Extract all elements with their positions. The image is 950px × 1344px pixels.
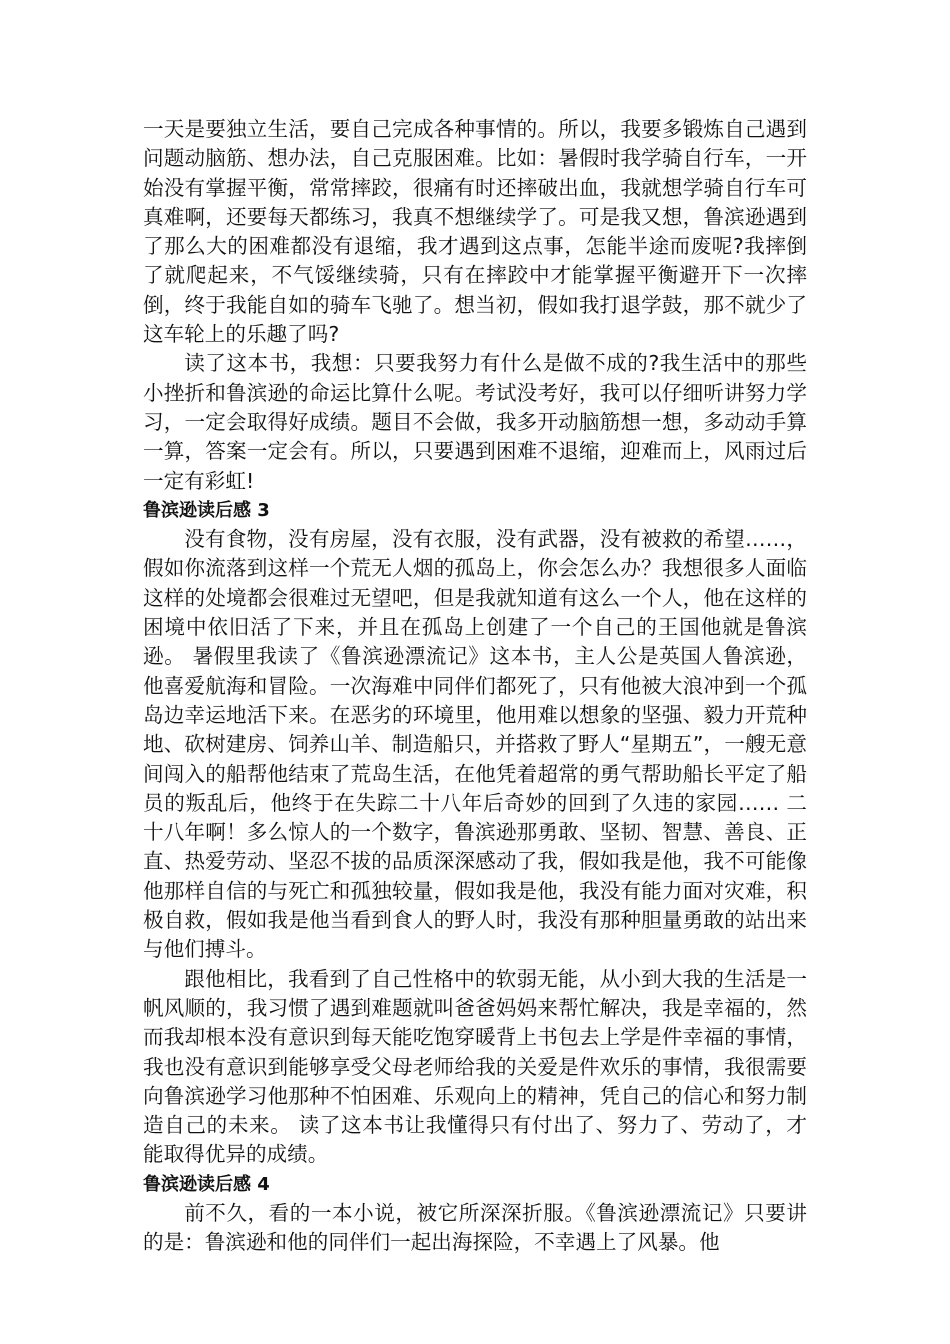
paragraph-reflection: 读了这本书，我想：只要我努力有什么是做不成的?我生活中的那些小挫折和鲁滨逊的命运比算什么呢。考试没考好，我可以仔细听讲努力学习，一定会取得好成绩。题目不会做，我多开动脑筋想一想，多动动手算一算，答案一定会有。所以，只要遇到困难不退缩，迎难而上，风雨过后一定有彩虹! <box>143 351 807 493</box>
paragraph-novel-intro: 前不久，看的一本小说，被它所深深折服。《鲁滨逊漂流记》只要讲的是：鲁滨逊和他的同伴们一起出海探险，不幸遇上了风暴。他 <box>143 1200 807 1255</box>
paragraph-island-story: 没有食物，没有房屋，没有衣服，没有武器，没有被救的希望……，假如你流落到这样一个荒无人烟的孤岛上，你会怎么办？我想很多人面临这样的处境都会很难过无望吧，但是我就知道有这么一个人，他在这样的困境中依旧活了下来，并且在孤岛上创建了一个自己的王国他就是鲁滨逊。 暑假里我读了《鲁滨逊漂流记》这本书，主人公是英国人鲁滨逊，他喜爱航海和冒险。一次海难中同伴们都死了，只有他被大浪冲到一个孤岛边幸运地活下来。在恶劣的环境里，他用难以想象的坚强、毅力开荒种地、砍树建房、饲养山羊、制造船只，并搭救了野人“星期五”，一艘无意间闯入的船帮他结束了荒岛生活，在他凭着超常的勇气帮助船长平定了船员的叛乱后，他终于在失踪二十八年后奇妙的回到了久违的家园…… 二十八年啊！多么惊人的一个数字，鲁滨逊那勇敢、坚韧、智慧、善良、正直、热爱劳动、坚忍不拔的品质深深感动了我，假如我是他，我不可能像他那样自信的与死亡和孤独较量，假如我是他，我没有能力面对灾难，积极自救，假如我是他当看到食人的野人时，我没有那种胆量勇敢的站出来与他们搏斗。 <box>143 527 807 962</box>
section-heading-3: 鲁滨逊读后感 3 <box>143 499 270 521</box>
paragraph-comparison: 跟他相比，我看到了自己性格中的软弱无能，从小到大我的生活是一帆风顺的，我习惯了遇到难题就叫爸爸妈妈来帮忙解决，我是幸福的，然而我却根本没有意识到每天能吃饱穿暖背上书包去上学是件幸福的事情，我也没有意识到能够享受父母老师给我的关爱是件欢乐的事情，我很需要向鲁滨逊学习他那种不怕困难、乐观向上的精神，凭自己的信心和努力制造自己的未来。 读了这本书让我懂得只有付出了、努力了、劳动了，才能取得优异的成绩。 <box>143 966 807 1167</box>
paragraph-cycling-story: 一天是要独立生活，要自己完成各种事情的。所以，我要多锻炼自己遇到问题动脑筋、想办法，自己克服困难。比如：暑假时我学骑自行车，一开始没有掌握平衡，常常摔跤，很痛有时还摔破出血，我就想学骑自行车可真难啊，还要每天都练习，我真不想继续学了。可是我又想，鲁滨逊遇到了那么大的困难都没有退缩，我才遇到这点事，怎能半途而废呢?我摔倒了就爬起来，不气馁继续骑，只有在摔跤中才能掌握平衡避开下一次摔倒，终于我能自如的骑车飞驰了。想当初，假如我打退学鼓，那不就少了这车轮上的乐趣了吗? <box>143 117 807 347</box>
section-heading-4: 鲁滨逊读后感 4 <box>143 1173 270 1195</box>
document-page <box>143 115 807 1258</box>
